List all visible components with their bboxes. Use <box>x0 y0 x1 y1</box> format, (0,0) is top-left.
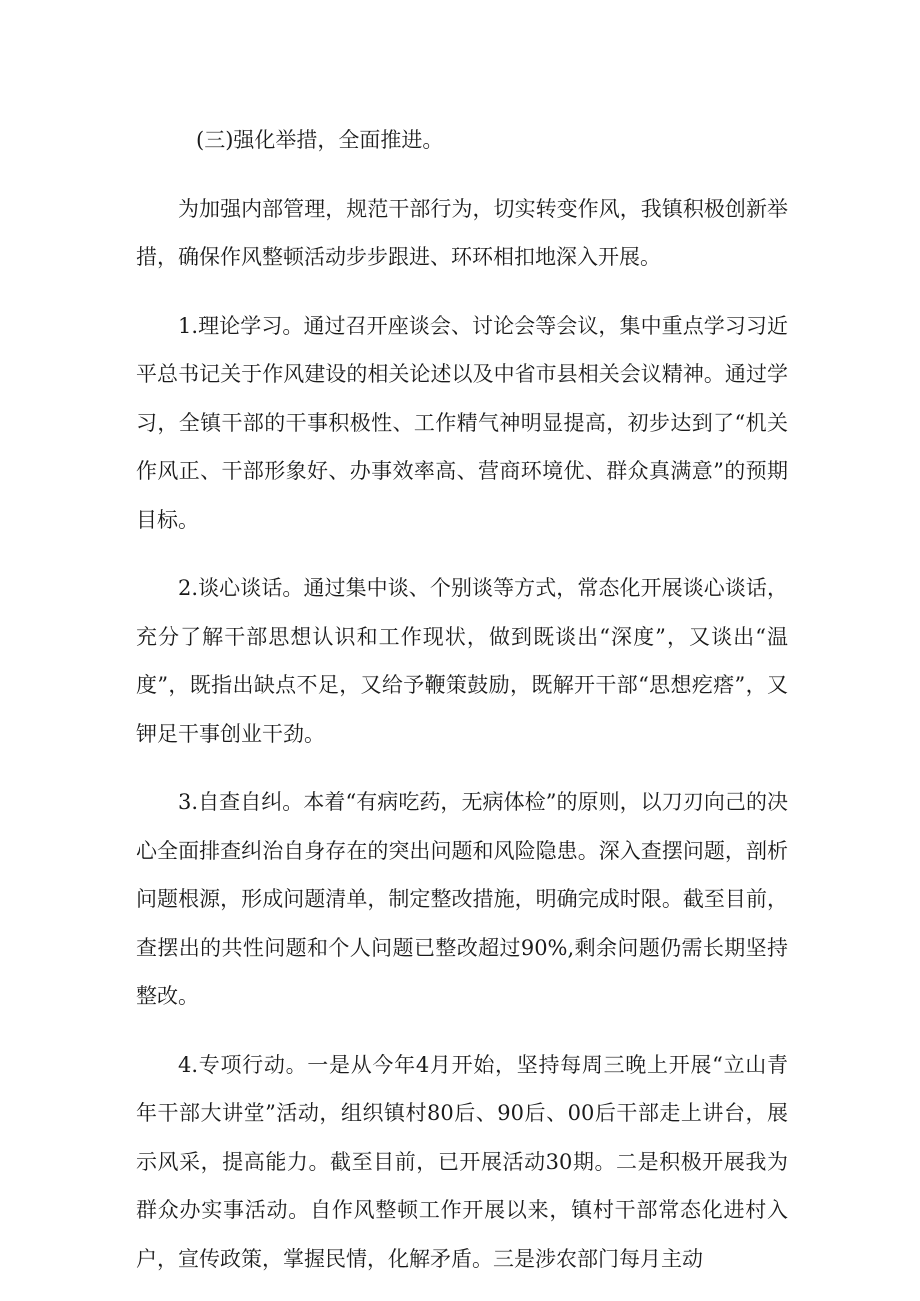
paragraph-special-actions: 4.专项行动。一是从今年4月开始，坚持每周三晚上开展“立山青年干部大讲堂”活动，组织镇村80后、90后、00后干部走上讲台，展示风采，提高能力。截至目前，已开展活动30期。二是积极开展我为群众办实事活动。自作风整顿工作开展以来，镇村干部常态化进村入户，宣传政策，掌握民情，化解矛盾。三是涉农部门每月主动 <box>136 1052 788 1271</box>
paragraph-theory-study: 1.理论学习。通过召开座谈会、讨论会等会议，集中重点学习习近平总书记关于作风建设的相关论述以及中省市县相关会议精神。通过学习，全镇干部的干事积极性、工作精气神明显提高，初步达到了“机关作风正、干部形象好、办事效率高、营商环境优、群众真满意”的预期目标。 <box>136 313 788 532</box>
paragraph-intro: 为加强内部管理，规范干部行为，切实转变作风，我镇积极创新举措，确保作风整顿活动步步跟进、环环相扣地深入开展。 <box>136 196 788 269</box>
document-body <box>136 116 788 1283</box>
section-heading: (三)强化举措，全面推进。 <box>196 128 444 152</box>
paragraph-self-inspection: 3.自查自纠。本着“有病吃药，无病体检”的原则，以刀刃向己的决心全面排查纠治自身存在的突出问题和风险隐患。深入查摆问题，剖析问题根源，形成问题清单，制定整改措施，明确完成时限。截至目前，查摆出的共性问题和个人问题已整改超过90%,剩余问题仍需长期坚持整改。 <box>136 790 788 1008</box>
paragraph-heart-to-heart-talks: 2.谈心谈话。通过集中谈、个别谈等方式，常态化开展谈心谈话，充分了解干部思想认识和工作现状，做到既谈出“深度”，又谈出“温度”，既指出缺点不足，又给予鞭策鼓励，既解开干部“思想疙瘩”，又钾足干事创业干劲。 <box>136 576 788 746</box>
